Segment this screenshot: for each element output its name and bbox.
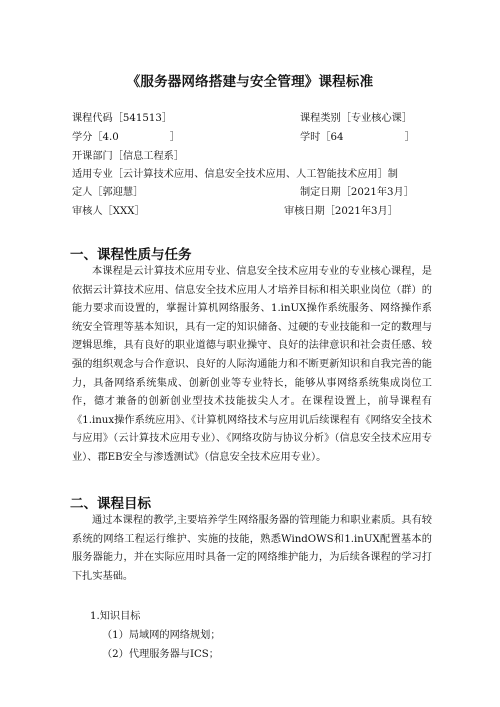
- course-code: 课程代码［541513］: [72, 113, 173, 124]
- course-type: 课程类别［专业核心课］: [300, 113, 413, 124]
- section-body-objectives: 通过本课程的教学,主要培养学生网络服务器的管理能力和职业素质。具有较系统的网络工程运行维护、实施的技能，熟悉WindOWS和1.inUX配置基本的服务器能力，并在实际应用时具备一定的网络维护能力，为后续各课程的学习打下扎实基础。: [72, 515, 432, 582]
- list-item: （2）代理服务器与ICS；: [102, 649, 219, 660]
- department: 开课部门［信息工程系］: [72, 151, 185, 162]
- applicable-majors: 适用专业［云计算技术应用、信息安全技术应用、人工智能技术应用］制: [72, 169, 398, 180]
- author: 定人［郭迎慧］: [72, 187, 144, 198]
- hours: 学时［64 ］: [300, 132, 415, 143]
- section-heading-objectives: 二、课程目标: [70, 496, 151, 512]
- document-title: 《服务器网络搭建与安全管理》课程标准: [126, 74, 374, 90]
- credits: 学分［4.0 ］: [72, 132, 180, 143]
- date-made: 制定日期［2021年3月］: [300, 187, 414, 198]
- knowledge-goals-heading: 1.知识目标: [90, 611, 141, 622]
- section-body-nature: 本课程是云计算技术应用专业、信息安全技术应用专业的专业核心课程，是依据云计算技术应用、信息安全技术应用人才培养目标和相关职业岗位（群）的能力要求而设置的，掌握计算机网络服务、1.inUX操作系统服务、网络操作系统安全管理等基本知识，具有一定的知识储备、过硬的专业技能和一定的数理与逻辑思维，具有良好的职业道德与职业操守、良好的法律意识和社会责任感、较强的组织观念与合作意识、良好的人际沟通能力和不断更新知识和自我完善的能力，具备网络系统集成、创新创业等专业特长，能够从事网络系统集成岗位工作，德才兼备的创新创业型技术技能拔尖人才。在课程设置上，前导课程有《1.inux操作系统应用》、《计算机网络技术与应用讥后续课程有《网络安全技术与应用》（云计算技术应用专业）、《网络攻防与协议分析》（信息安全技术应用专业）、郡EB安全与渗透测试》（信息安全技术应用专业）。: [72, 266, 432, 463]
- reviewer: 审核人［XXX］: [72, 206, 145, 217]
- date-reviewed: 审核日期［2021年3月］: [284, 206, 398, 217]
- list-item: （1）局域网的网络规划；: [102, 630, 221, 641]
- section-heading-nature: 一、课程性质与任务: [70, 247, 192, 263]
